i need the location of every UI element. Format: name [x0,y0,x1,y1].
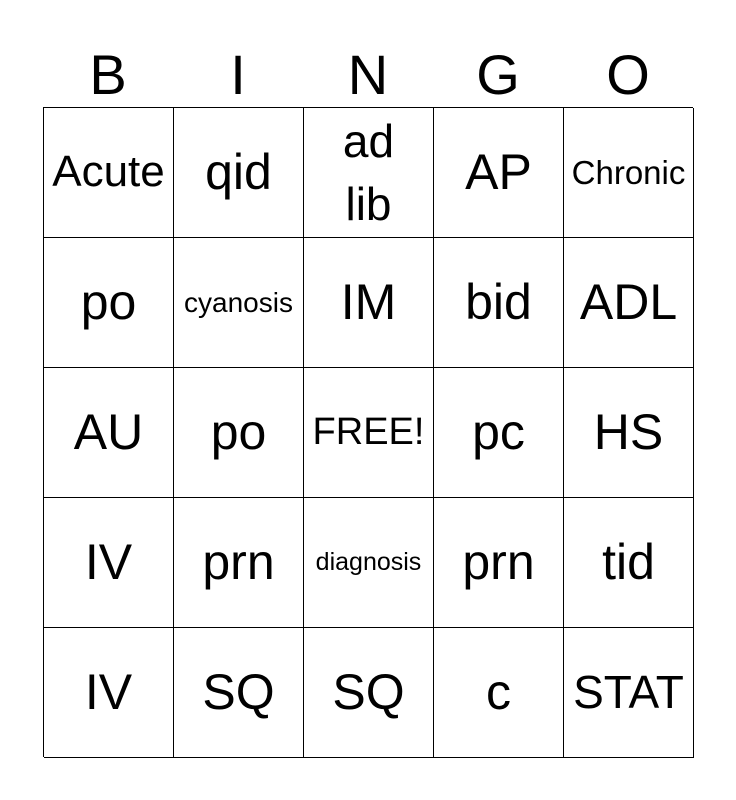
bingo-cell[interactable] [174,628,304,758]
cell-label: cyanosis [184,286,293,318]
bingo-cell[interactable] [434,108,564,238]
bingo-cell[interactable] [434,498,564,628]
cell-label: prn [202,533,275,590]
cell-label: diagnosis [315,548,422,577]
bingo-cell[interactable] [44,628,174,758]
cell-label: Chronic [571,153,686,191]
bingo-cell[interactable] [174,108,304,238]
free-space-cell[interactable] [304,368,434,498]
bingo-header [43,44,693,106]
bingo-cell[interactable] [564,498,694,628]
header-letter-i: I [230,43,246,106]
bingo-cell[interactable] [564,108,694,238]
bingo-cell[interactable] [304,238,434,368]
bingo-cell[interactable] [174,368,304,498]
cell-label: IV [84,663,133,720]
cell-label: pc [472,403,525,460]
bingo-cell[interactable] [564,238,694,368]
cell-label: po [80,273,137,330]
bingo-cell[interactable] [174,498,304,628]
bingo-board [43,107,693,757]
bingo-cell[interactable] [304,108,434,238]
cell-label: SQ [332,663,405,720]
bingo-cell[interactable] [44,108,174,238]
header-letter-o: O [606,43,650,106]
bingo-cell[interactable] [304,498,434,628]
cell-label: prn [462,533,535,590]
bingo-cell[interactable] [564,628,694,758]
header-letter-g: G [476,43,520,106]
cell-label: c [486,663,511,720]
bingo-cell[interactable] [434,628,564,758]
cell-label: po [210,403,267,460]
header-letter-b: B [89,43,127,106]
cell-label: IM [340,273,397,330]
cell-label: Acute [52,147,165,197]
bingo-cell[interactable] [564,368,694,498]
bingo-cell[interactable] [434,368,564,498]
cell-label: AU [73,403,144,460]
cell-label: ADL [579,273,678,330]
bingo-cell[interactable] [44,498,174,628]
cell-label: qid [205,143,272,200]
cell-label: tid [602,533,655,590]
bingo-cell[interactable] [434,238,564,368]
header-letter-n: N [347,43,389,106]
cell-label: HS [593,403,664,460]
cell-label: SQ [202,663,275,720]
bingo-cell[interactable] [44,368,174,498]
bingo-cell[interactable] [174,238,304,368]
cell-label: bid [465,273,532,330]
cell-label: STAT [573,666,684,719]
bingo-cell[interactable] [304,628,434,758]
bingo-cell[interactable] [44,238,174,368]
cell-label: IV [84,533,133,590]
cell-label: ad lib [342,115,395,230]
cell-label: AP [465,143,532,200]
cell-label: FREE! [312,410,425,453]
